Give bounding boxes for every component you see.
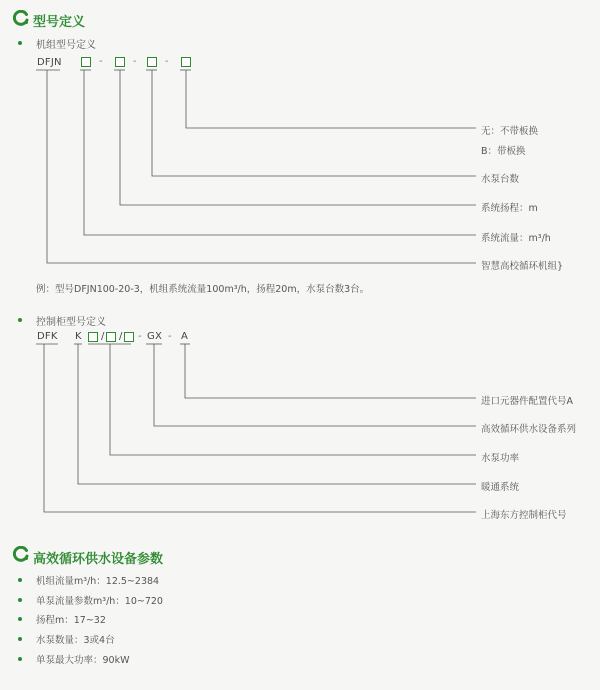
code-dash: - [165,56,169,67]
bullet [18,598,22,602]
subtitle-unit-model: 机组型号定义 [36,40,96,51]
param-single-pump-flow: 单泵流量参数m³/h：10~720 [36,596,163,607]
cabinet-code-gx: GX [147,331,162,342]
example-text: 例：型号DFJN100-20-3，机组系统流量100m³/h，扬程20m，水泵台数3台。 [36,284,370,295]
bullet [18,657,22,661]
label-smart-unit: 智慧高校循环机组} [481,261,564,272]
param-max-power: 单泵最大功率：90kW [36,655,130,666]
section-title-parameters: 高效循环供水设备参数 [33,552,164,567]
param-unit-flow: 机组流量m³/h：12.5~2384 [36,576,160,587]
code-placeholder-box [106,332,116,342]
code-dash: - [138,331,142,342]
label-imported-components: 进口元器件配置代号A [481,396,573,407]
label-cabinet-code: 上海东方控制柜代号 [481,510,567,521]
section-logo-icon [13,546,29,562]
code-placeholder-box [124,332,134,342]
bullet [18,578,22,582]
code-dash: - [168,331,172,342]
label-no-plate-exchanger: 无：不带板换 [481,126,539,137]
model-code-prefix: DFJN [37,57,62,68]
cabinet-code-slash: / [119,331,123,342]
param-head: 扬程m：17~32 [36,615,106,626]
cabinet-code-slash: / [101,331,105,342]
label-pump-count: 水泵台数 [481,174,520,185]
param-pump-quantity: 水泵数量：3或4台 [36,635,115,646]
section-title-model-definition: 型号定义 [33,15,86,30]
cabinet-code-a: A [181,331,189,342]
cabinet-code-k: K [75,331,82,342]
subtitle-control-cabinet-model: 控制柜型号定义 [36,317,106,328]
label-hvac-system: 暖通系统 [481,482,520,493]
bullet [18,318,22,322]
cabinet-code-prefix: DFK [37,331,58,342]
label-with-plate-exchanger: B：带板换 [481,146,526,157]
code-dash: - [99,56,103,67]
code-placeholder-box [88,332,98,342]
code-dash: - [133,56,137,67]
label-system-head: 系统扬程：m [481,203,538,214]
bullet [18,637,22,641]
label-pump-power: 水泵功率 [481,453,520,464]
label-system-flow: 系统流量：m³/h [481,233,551,244]
bullet [18,617,22,621]
label-efficient-series: 高效循环供水设备系列 [481,424,577,435]
